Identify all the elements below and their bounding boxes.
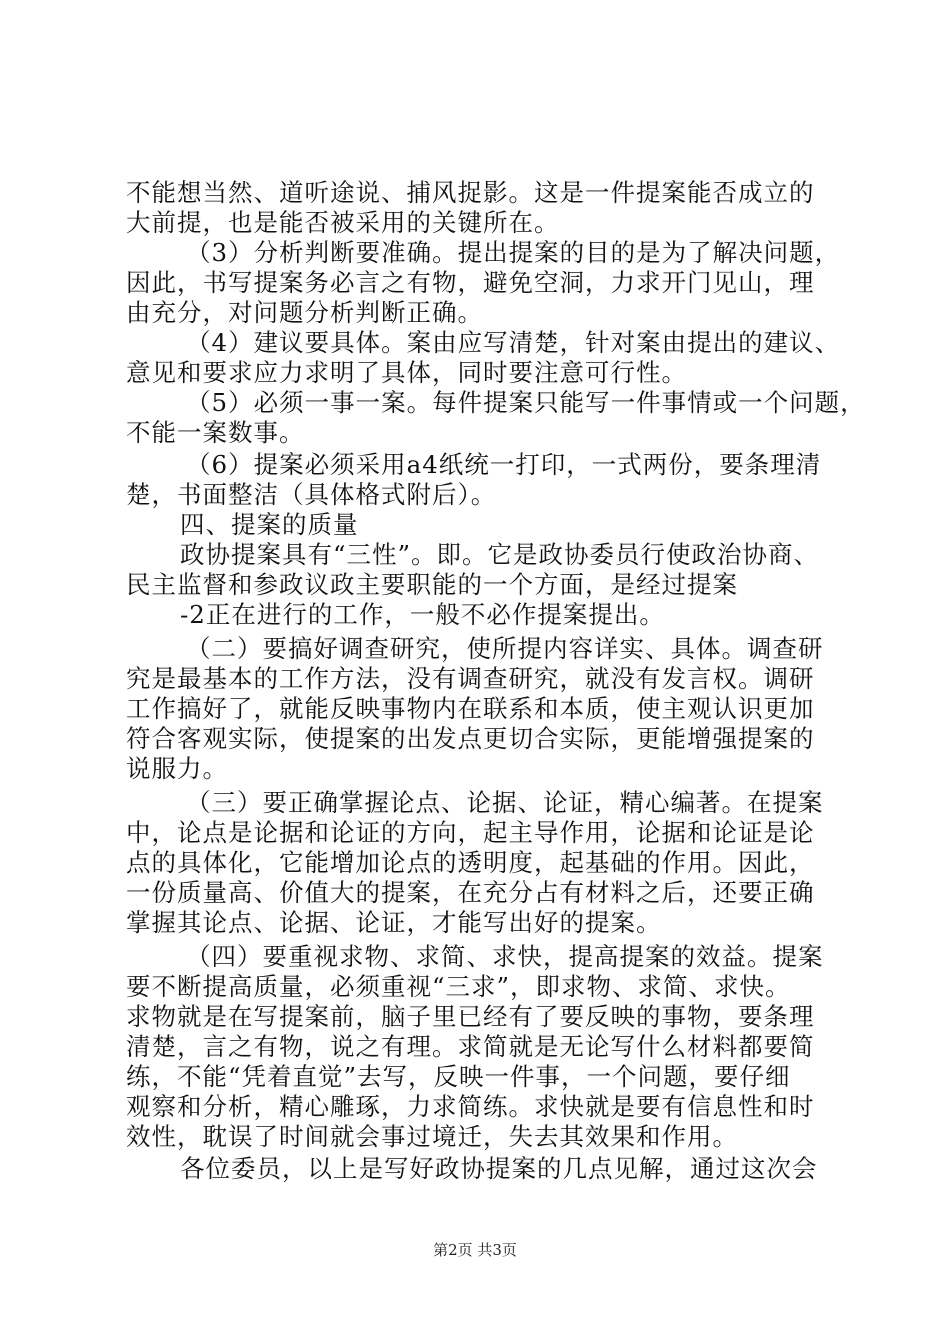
section-heading: 四、提案的质量 <box>180 510 359 539</box>
text-line: 大前提，也是能否被采用的关键所在。 <box>126 208 560 237</box>
text-line: （5）必须一事一案。每件提案只能写一件事情或一个问题， <box>186 388 866 417</box>
text-line: 各位委员，以上是写好政协提案的几点见解，通过这次会 <box>180 1154 818 1183</box>
text-line: 政协提案具有“三性”。即。它是政协委员行使政治协商、 <box>180 540 820 569</box>
text-line: （3）分析判断要准确。提出提案的目的是为了解决问题， <box>186 238 841 267</box>
text-line: 观察和分析，精心雕琢，力求简练。求快就是要有信息性和时 <box>126 1092 815 1121</box>
text-line: （四）要重视求物、求简、求快，提高提案的效益。提案 <box>186 942 824 971</box>
text-line: 民主监督和参政议政主要职能的一个方面，是经过提案 <box>126 570 738 599</box>
text-line: 因此，书写提案务必言之有物，避免空洞，力求开门见山，理 <box>126 268 815 297</box>
text-line: （4）建议要具体。案由应写清楚，针对案由提出的建议、 <box>186 328 841 357</box>
text-line: 工作搞好了，就能反映事物内在联系和本质，使主观认识更加 <box>126 694 815 723</box>
text-line: 楚，书面整洁（具体格式附后）。 <box>126 480 497 509</box>
text-line: 不能想当然、道听途说、捕风捉影。这是一件提案能否成立的 <box>126 178 815 207</box>
text-line: 由充分，对问题分析判断正确。 <box>126 298 483 327</box>
text-line: 说服力。 <box>126 754 228 783</box>
text-line: （6）提案必须采用a4纸统一打印，一式两份，要条理清 <box>186 450 822 479</box>
text-line: （二）要搞好调查研究，使所提内容详实、具体。调查研 <box>186 634 824 663</box>
text-line: 清楚，言之有物，说之有理。求简就是无论写什么材料都要简 <box>126 1032 815 1061</box>
text-line: 中，论点是论据和论证的方向，起主导作用，论据和论证是论 <box>126 818 815 847</box>
text-line: 掌握其论点、论据、论证，才能写出好的提案。 <box>126 908 662 937</box>
text-line: 符合客观实际，使提案的出发点更切合实际，更能增强提案的 <box>126 724 815 753</box>
text-line: 意见和要求应力求明了具体，同时要注意可行性。 <box>126 358 687 387</box>
text-line: 究是最基本的工作方法，没有调查研究，就没有发言权。调研 <box>126 664 815 693</box>
text-line: 求物就是在写提案前，脑子里已经有了要反映的事物，要条理 <box>126 1002 815 1031</box>
text-line: 点的具体化，它能增加论点的透明度，起基础的作用。因此， <box>126 848 815 877</box>
text-line: 不能一案数事。 <box>126 418 305 447</box>
text-line: 效性，耽误了时间就会事过境迁，失去其效果和作用。 <box>126 1122 738 1151</box>
text-line: 练，不能“凭着直觉”去写，反映一件事，一个问题，要仔细 <box>126 1062 791 1091</box>
text-line: 一份质量高、价值大的提案，在充分占有材料之后，还要正确 <box>126 878 815 907</box>
text-line: -2正在进行的工作，一般不必作提案提出。 <box>180 600 665 629</box>
page-footer: 第2页 共3页 <box>433 1241 517 1259</box>
text-line: （三）要正确掌握论点、论据、论证，精心编著。在提案 <box>186 788 824 817</box>
text-line: 要不断提高质量，必须重视“三求”，即求物、求简、求快。 <box>126 972 791 1001</box>
